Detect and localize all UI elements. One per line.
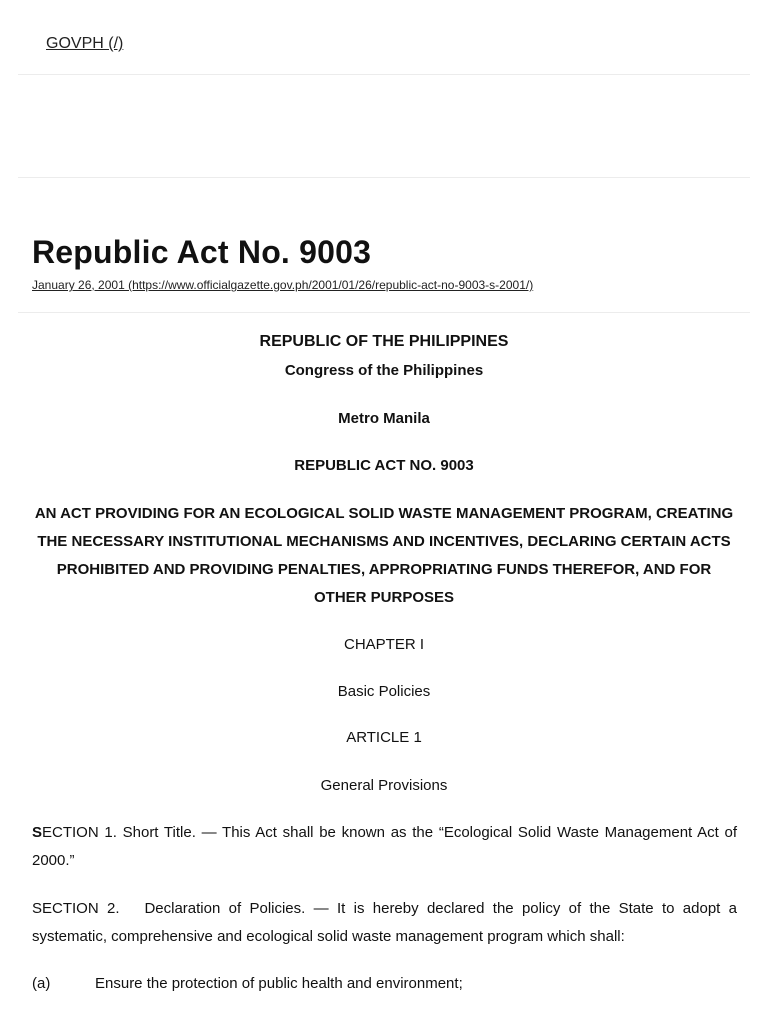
section-1-paragraph [32, 819, 737, 875]
article-title: General Provisions [320, 777, 448, 794]
list-item-label: (a) [32, 975, 51, 992]
heading-location: Metro Manila [338, 410, 430, 427]
page-title: Republic Act No. 9003 [32, 234, 372, 270]
chapter-title: Basic Policies [337, 683, 431, 700]
top-navigation-bar [18, 0, 750, 75]
article-heading: ARTICLE 1 [346, 729, 422, 746]
publication-date-link[interactable]: January 26, 2001 (https://www.officialgazette.gov.ph/2001/01/26/republic-act-no-9003-s-2001/) [32, 278, 534, 292]
heading-republic: REPUBLIC OF THE PHILIPPINES [259, 333, 509, 350]
chapter-heading: CHAPTER I [343, 636, 424, 653]
govph-home-link[interactable]: GOVPH (/) [46, 35, 124, 52]
title-divider [18, 312, 750, 313]
section-2-paragraph: SECTION 2. Declaration of Policies. — It is hereby declared the policy of the State to adopt a systematic, comprehensive and ecological solid waste management program which shall: [32, 900, 742, 945]
heading-congress: Congress of the Philippines [284, 362, 484, 379]
list-item [32, 970, 737, 998]
section-1-text: ECTION 1. Short Title. — This Act shall be known as the “Ecological Solid Waste Management Act of 2000.” [32, 824, 737, 869]
section-1-initial: S [32, 824, 43, 841]
banner-area [18, 75, 750, 178]
heading-act-number: REPUBLIC ACT NO. 9003 [294, 457, 474, 474]
list-item-text: Ensure the protection of public health and environment; [95, 975, 463, 992]
act-title: AN ACT PROVIDING FOR AN ECOLOGICAL SOLID WASTE MANAGEMENT PROGRAM, CREATING THE NECESSARY INSTITUTIONAL MECHANISMS AND INCENTIVES, DECLARING CERTAIN ACTS PROHIBITED AND PROVIDING PENALTIES, APPROPRIATING FUNDS THEREFOR, AND FOR OTHER PURPOSES [34, 505, 734, 606]
